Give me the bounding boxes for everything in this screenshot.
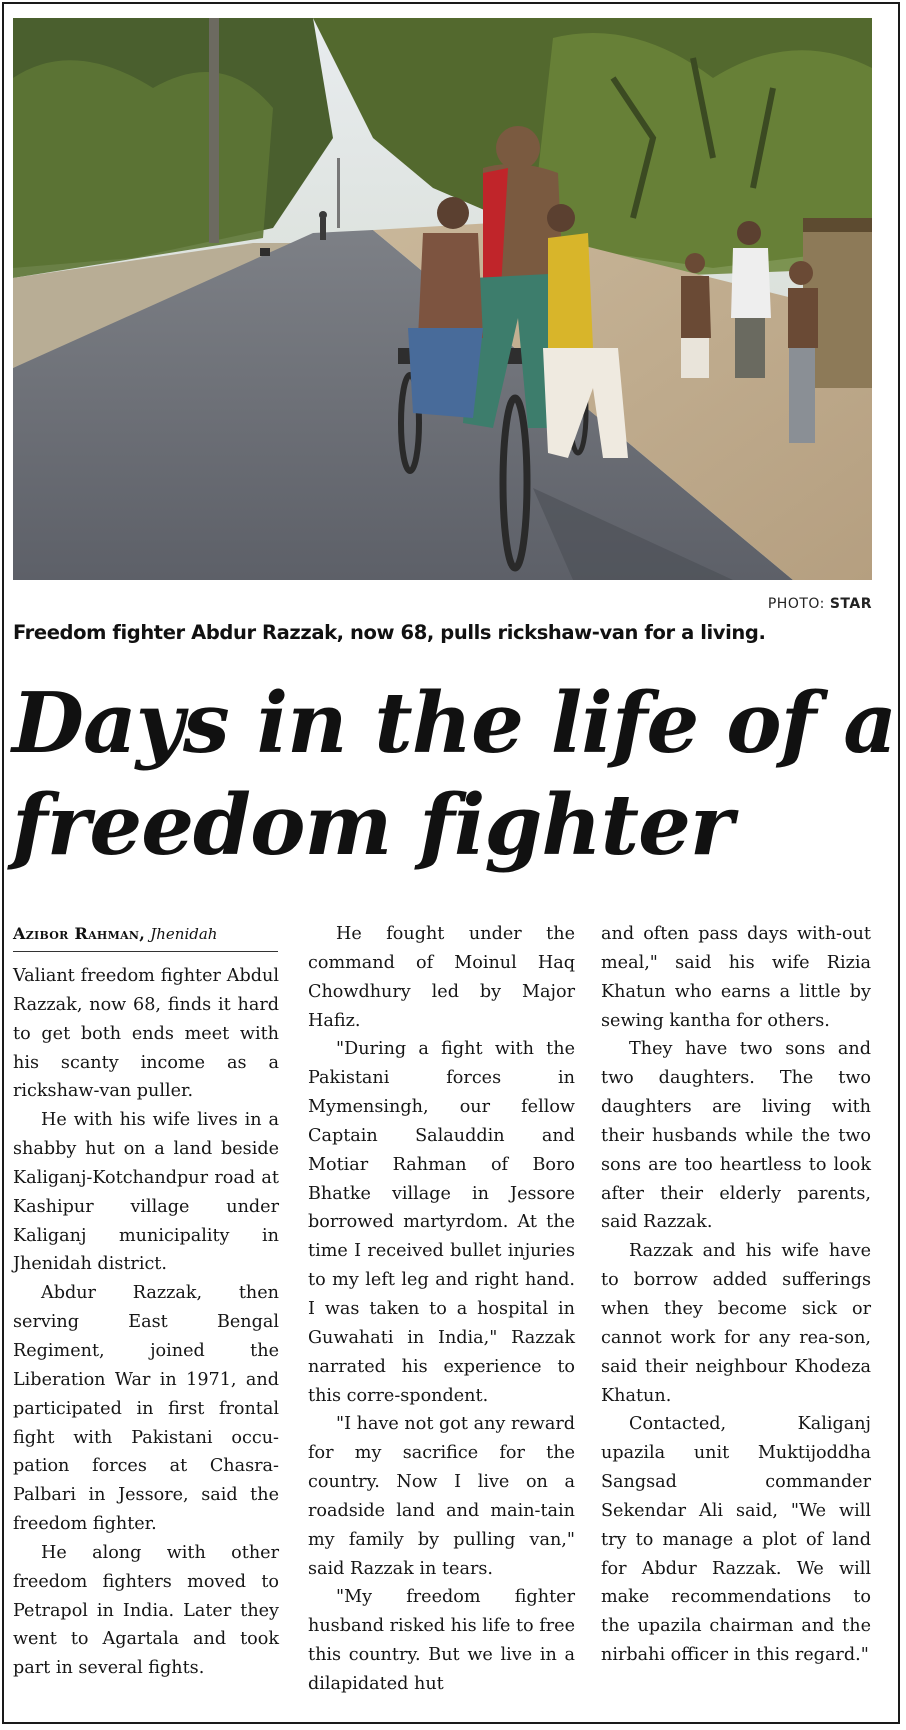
headline-line-1: Days in the life of a <box>12 674 896 772</box>
article-paragraph: and often pass days with-out meal," said his wife Rizia Khatun who earns a little by sewing kantha for others. <box>601 924 871 1031</box>
photo-credit-source: STAR <box>829 596 872 612</box>
article-column-1 <box>13 962 279 1683</box>
article-paragraph: Valiant freedom fighter Abdul Razzak, now 68, finds it hard to get both ends meet with his scanty income as a rickshaw-van puller. <box>13 966 279 1102</box>
article-column-2 <box>308 920 575 1699</box>
byline-author: Azibor Rahman, <box>13 924 146 943</box>
article-paragraph: He along with other freedom fighters moved to Petrapol in India. Later they went to Agartala and took part in several fights. <box>13 1542 279 1679</box>
article-paragraph: They have two sons and two daughters. The two daughters are living with their husbands while the two sons are too heartless to look after their elderly parents, said Razzak. <box>601 1039 871 1233</box>
byline-location: Jhenidah <box>150 925 218 943</box>
photo-credit <box>768 596 872 612</box>
photo-caption: Freedom fighter Abdur Razzak, now 68, pulls rickshaw-van for a living. <box>13 621 766 644</box>
article-paragraph: He fought under the command of Moinul Haq Chowdhury led by Major Hafiz. <box>308 924 575 1031</box>
article-paragraph: Abdur Razzak, then serving East Bengal Regiment, joined the Liberation War in 1971, and participated in first frontal fight with Pakistani occu-pation forces at Chasra-Palbari in Jessore, said the freedom fighter. <box>13 1283 279 1535</box>
photo-credit-label: PHOTO: <box>767 596 825 612</box>
article-paragraph: Razzak and his wife have to borrow added sufferings when they become sick or cannot work for any rea-son, said their neighbour Khodeza Khatun. <box>601 1241 871 1406</box>
article-paragraph: He with his wife lives in a shabby hut on a land beside Kaliganj-Kotchandpur road at Kashipur village under Kaliganj municipality in Jhenidah district. <box>13 1110 279 1275</box>
article-paragraph: "My freedom fighter husband risked his life to free this country. But we live in a dilapidated hut <box>308 1587 575 1694</box>
news-photo <box>13 18 872 580</box>
photo-rickshaw-van-icon <box>13 18 872 580</box>
headline-line-2: freedom fighter <box>12 776 733 874</box>
headline <box>12 672 896 876</box>
article-paragraph: "During a fight with the Pakistani forces in Mymensingh, our fellow Captain Salauddin and Motiar Rahman of Boro Bhatke village in Jessore borrowed martyrdom. At the time I received bullet injuries to my left leg and right hand. I was taken to a hospital in Guwahati in India," Razzak narrated his experience to this corre-spondent. <box>308 1039 575 1406</box>
article-column-3 <box>601 920 871 1670</box>
article-paragraph: Contacted, Kaliganj upazila unit Muktijoddha Sangsad commander Sekendar Ali said, "We will try to manage a plot of land for Abdur Razzak. We will make recommendations to the upazila chairman and the nirbahi officer in this regard." <box>601 1414 871 1666</box>
byline <box>13 924 278 952</box>
article-paragraph: "I have not got any reward for my sacrifice for the country. Now I live on a roadside land and main-tain my family by pulling van," said Razzak in tears. <box>308 1414 575 1579</box>
